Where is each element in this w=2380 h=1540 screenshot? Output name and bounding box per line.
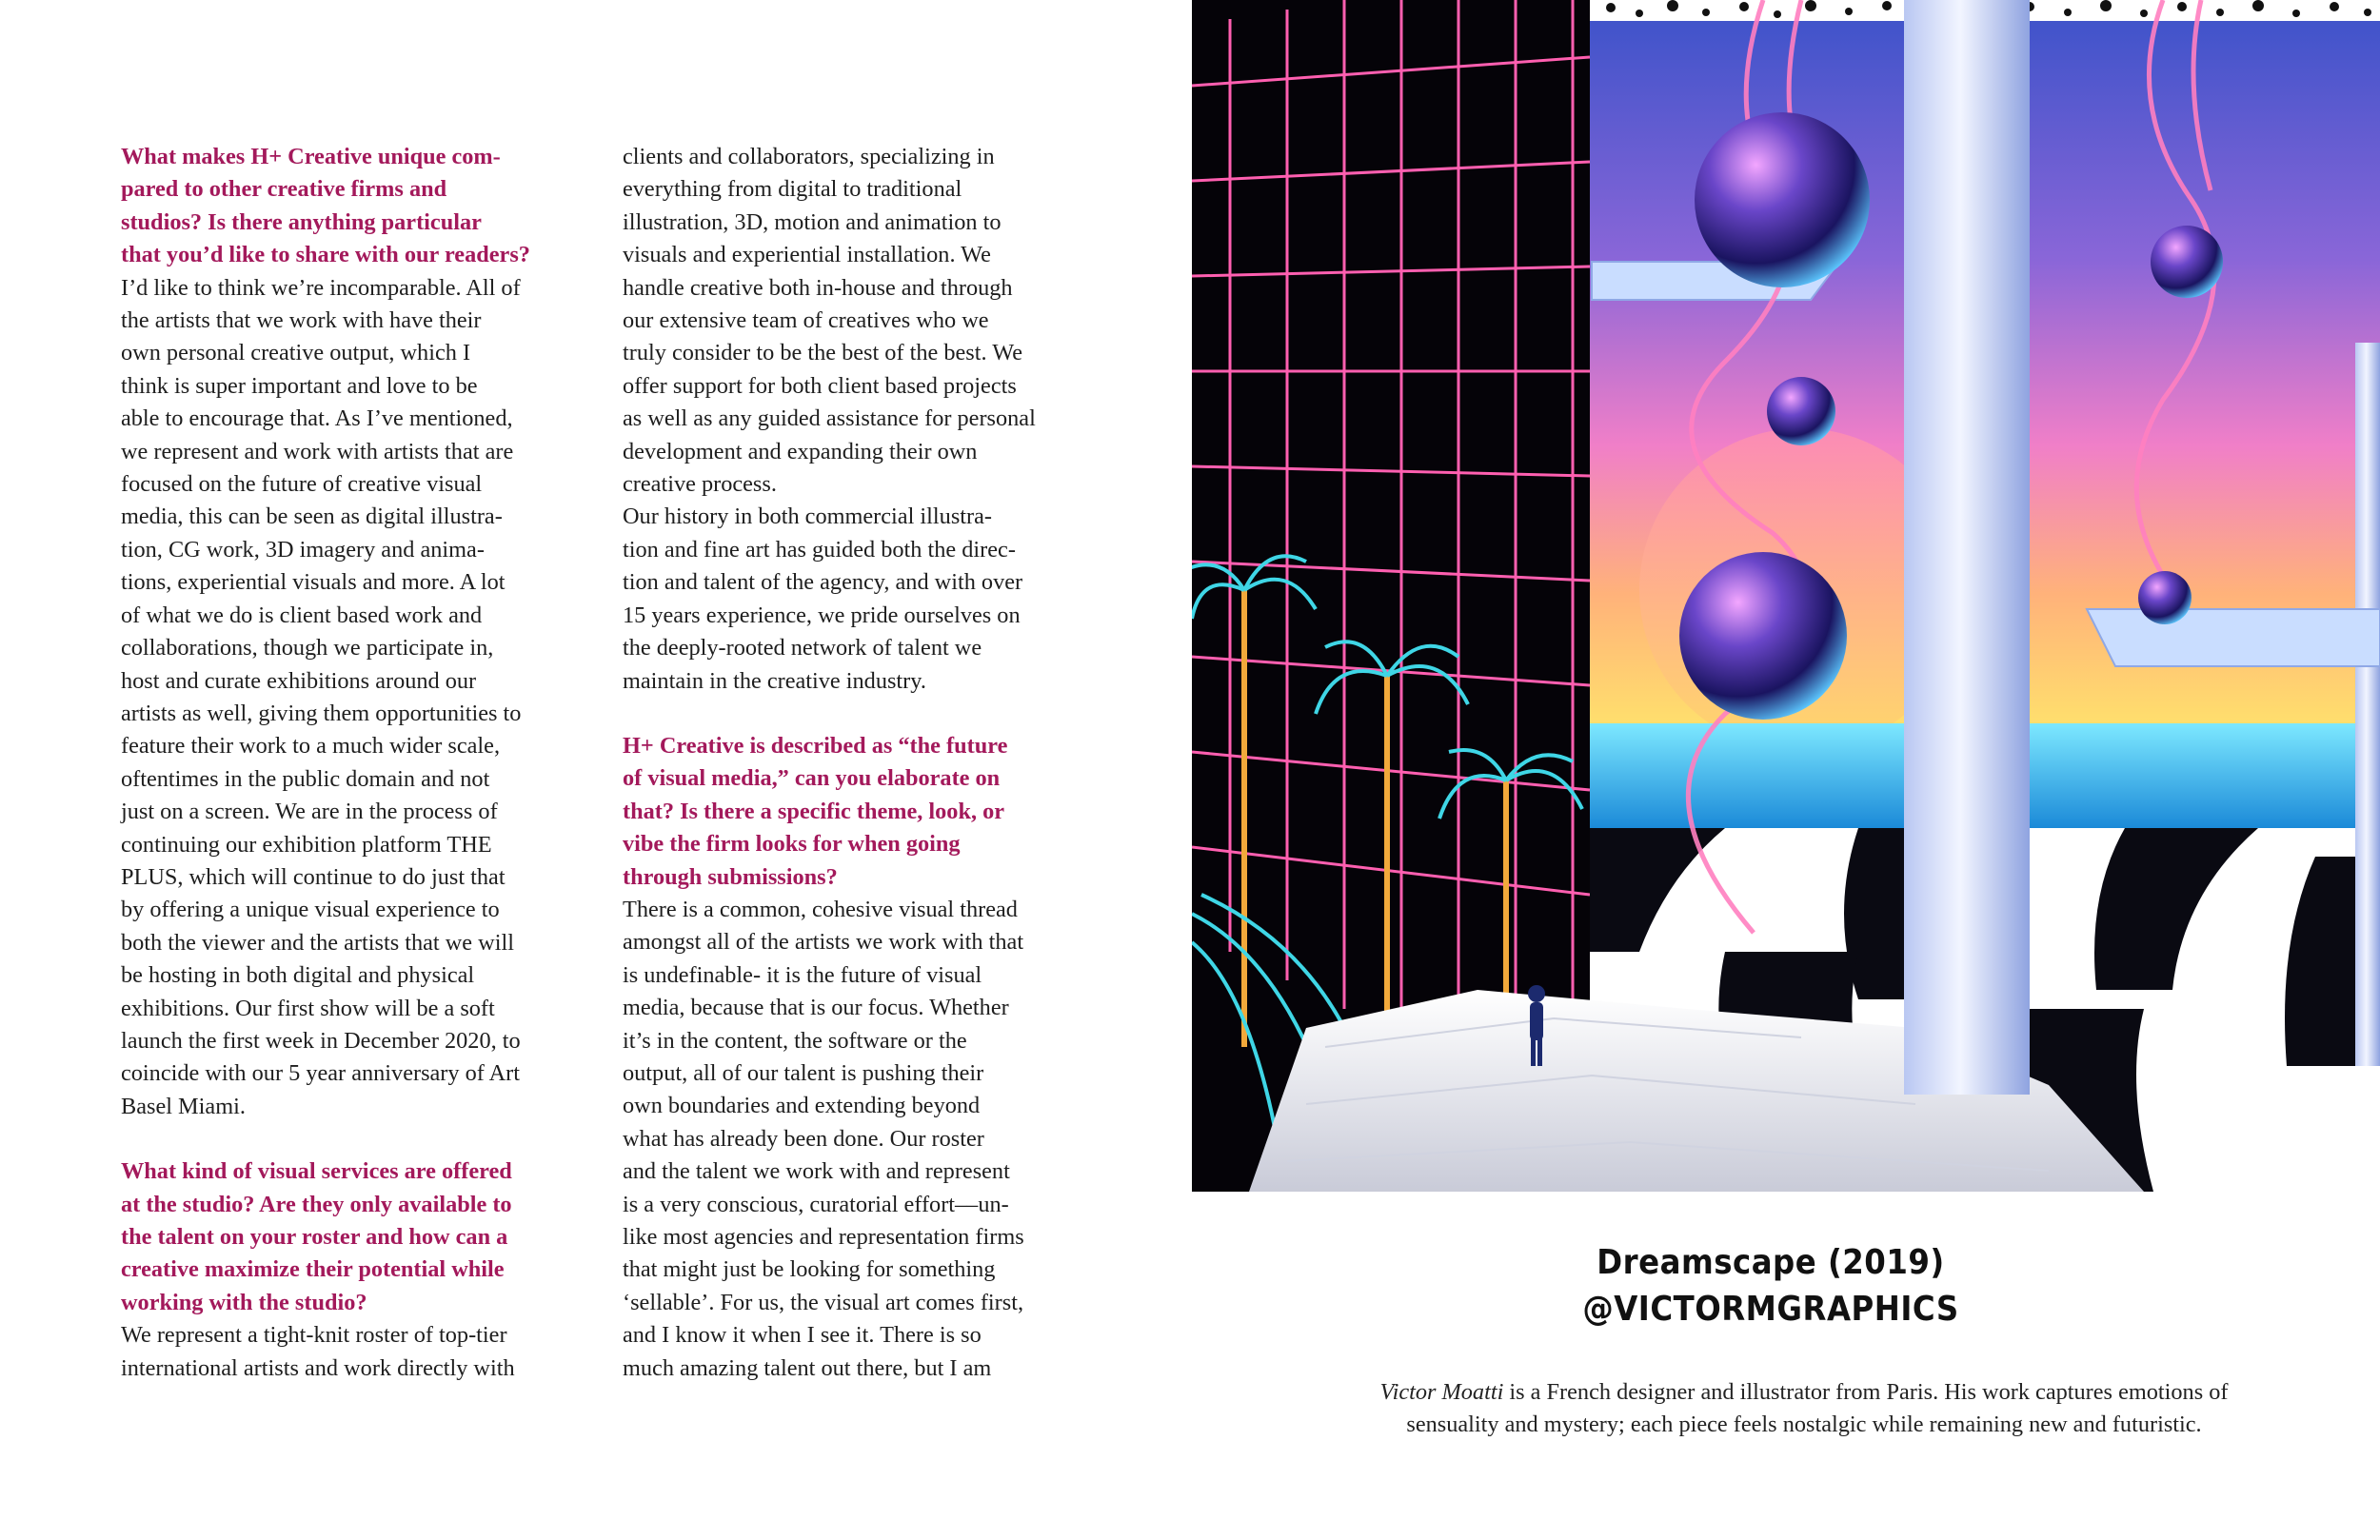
interview-answer-line: amongst all of the artists we work with that (623, 929, 1024, 956)
article-column-left (121, 141, 568, 1385)
interview-answer-line: what has already been done. Our roster (623, 1125, 984, 1152)
interview-answer-line: it’s in the content, the software or the (623, 1027, 967, 1054)
interview-answer-line: I’d like to think we’re incomparable. All of (121, 274, 521, 301)
interview-answer-line: creative process. (623, 471, 777, 498)
interview-question-line: that you’d like to share with our readers? (121, 242, 530, 268)
interview-answer-line: as well as any guided assistance for personal (623, 405, 1036, 432)
interview-answer-line: international artists and work directly with (121, 1354, 515, 1381)
interview-answer-line: visuals and experiential installation. We (623, 242, 991, 268)
interview-answer-line: of what we do is client based work and (121, 602, 483, 628)
interview-answer-line: PLUS, which will continue to do just that (121, 863, 506, 890)
bio-line-1-text: is a French designer and illustrator from Paris. His work captures emotions of (1503, 1379, 2229, 1405)
interview-answer-line: coincide with our 5 year anniversary of Art (121, 1060, 520, 1087)
interview-answer-line: we represent and work with artists that are (121, 438, 514, 464)
interview-answer-line: There is a common, cohesive visual thread (623, 896, 1018, 922)
interview-answer-line: focused on the future of creative visual (121, 471, 483, 498)
interview-answer-line: is undefinable- it is the future of visual (623, 961, 982, 988)
bio-line-2: sensuality and mystery; each piece feels nostalgic while remaining new and futuristic. (1406, 1412, 2202, 1438)
interview-answer-line: tion and fine art has guided both the direc- (623, 536, 1016, 563)
interview-answer-line: output, all of our talent is pushing their (623, 1059, 984, 1086)
interview-answer-line: Our history in both commercial illustra- (623, 503, 992, 530)
interview-answer-line: the deeply-rooted network of talent we (623, 635, 982, 661)
interview-answer-line: be hosting in both digital and physical (121, 962, 475, 989)
interview-answer-line: and the talent we work with and represent (623, 1158, 1010, 1185)
interview-answer-line: exhibitions. Our first show will be a soft (121, 995, 495, 1021)
interview-answer-line: maintain in the creative industry. (623, 667, 926, 694)
interview-question-line: the talent on your roster and how can a (121, 1224, 508, 1250)
interview-answer-line: the artists that we work with have their (121, 307, 482, 334)
interview-answer-line: truly consider to be the best of the best. We (623, 340, 1022, 366)
interview-answer-line: media, this can be seen as digital illustra- (121, 503, 503, 530)
interview-answer-line: continuing our exhibition platform THE (121, 831, 492, 858)
interview-question-line: creative maximize their potential while (121, 1256, 505, 1283)
artist-bio (1257, 1376, 2351, 1442)
interview-answer-line: that might just be looking for something (623, 1256, 996, 1283)
interview-answer-line: host and curate exhibitions around our (121, 667, 477, 694)
interview-answer-line: much amazing talent out there, but I am (623, 1354, 992, 1381)
dreamscape-artwork (1192, 0, 2380, 1192)
article-column-right (623, 141, 1078, 1385)
interview-answer-line: Basel Miami. (121, 1093, 246, 1119)
interview-answer-line: handle creative both in-house and through (623, 274, 1013, 301)
interview-question-line: working with the studio? (121, 1289, 367, 1315)
interview-answer-line: both the viewer and the artists that we will (121, 929, 514, 956)
interview-answer-line: like most agencies and representation firms (623, 1224, 1024, 1250)
interview-question-line: What kind of visual services are offered (121, 1158, 512, 1185)
interview-answer-line: media, because that is our focus. Whether (623, 995, 1009, 1021)
interview-question-line: pared to other creative firms and (121, 176, 447, 203)
paragraph-gap (623, 698, 1078, 730)
interview-answer-line: collaborations, though we participate in, (121, 635, 494, 661)
interview-answer-line: by offering a unique visual experience to (121, 897, 500, 923)
interview-answer-line: just on a screen. We are in the process of (121, 799, 498, 825)
interview-answer-line: own boundaries and extending beyond (623, 1093, 981, 1119)
interview-answer-line: own personal creative output, which I (121, 340, 471, 366)
artist-name: Victor Moatti (1379, 1379, 1504, 1405)
interview-answer-line: is a very conscious, curatorial effort––un- (623, 1191, 1009, 1217)
interview-answer-line: tion and talent of the agency, and with over (623, 569, 1023, 596)
interview-answer-line: our extensive team of creatives who we (623, 307, 989, 334)
interview-answer-line: tion, CG work, 3D imagery and anima- (121, 536, 485, 563)
interview-question-line: at the studio? Are they only available to (121, 1191, 512, 1217)
interview-answer-line: clients and collaborators, specializing in (623, 144, 995, 169)
interview-question-line: that? Is there a specific theme, look, or (623, 798, 1005, 824)
interview-answer-line: tions, experiential visuals and more. A lot (121, 569, 506, 596)
artist-handle: @VICTORMGRAPHICS (1582, 1290, 1959, 1329)
interview-answer-line: artists as well, giving them opportunities to (121, 700, 522, 726)
interview-answer-line: development and expanding their own (623, 438, 978, 464)
interview-answer-line: and I know it when I see it. There is so (623, 1322, 982, 1349)
interview-answer-line: everything from digital to traditional (623, 176, 962, 203)
paragraph-gap (121, 1123, 568, 1155)
interview-question-line: H+ Creative is described as “the future (623, 732, 1008, 759)
interview-question-line: through submissions? (623, 863, 838, 890)
interview-answer-line: think is super important and love to be (121, 372, 478, 399)
interview-question-line: studios? Is there anything particular (121, 208, 482, 235)
interview-answer-line: able to encourage that. As I’ve mentioned, (121, 405, 513, 432)
interview-answer-line: offer support for both client based projects (623, 372, 1017, 399)
bio-line-1 (1257, 1376, 2351, 1409)
interview-answer-line: launch the first week in December 2020, to (121, 1027, 521, 1054)
artwork-title: Dreamscape (2019) (1597, 1243, 1945, 1282)
interview-answer-line: We represent a tight-knit roster of top-tier (121, 1322, 507, 1349)
interview-answer-line: feature their work to a much wider scale, (121, 733, 501, 760)
interview-question-line: vibe the firm looks for when going (623, 831, 961, 858)
interview-answer-line: ‘sellable’. For us, the visual art comes first, (623, 1289, 1024, 1315)
interview-answer-line: oftentimes in the public domain and not (121, 765, 490, 792)
interview-question-line: of visual media,” can you elaborate on (623, 765, 1001, 792)
interview-answer-line: 15 years experience, we pride ourselves on (623, 602, 1021, 628)
interview-answer-line: illustration, 3D, motion and animation to (623, 208, 1002, 235)
interview-question-line: What makes H+ Creative unique com- (121, 144, 501, 169)
